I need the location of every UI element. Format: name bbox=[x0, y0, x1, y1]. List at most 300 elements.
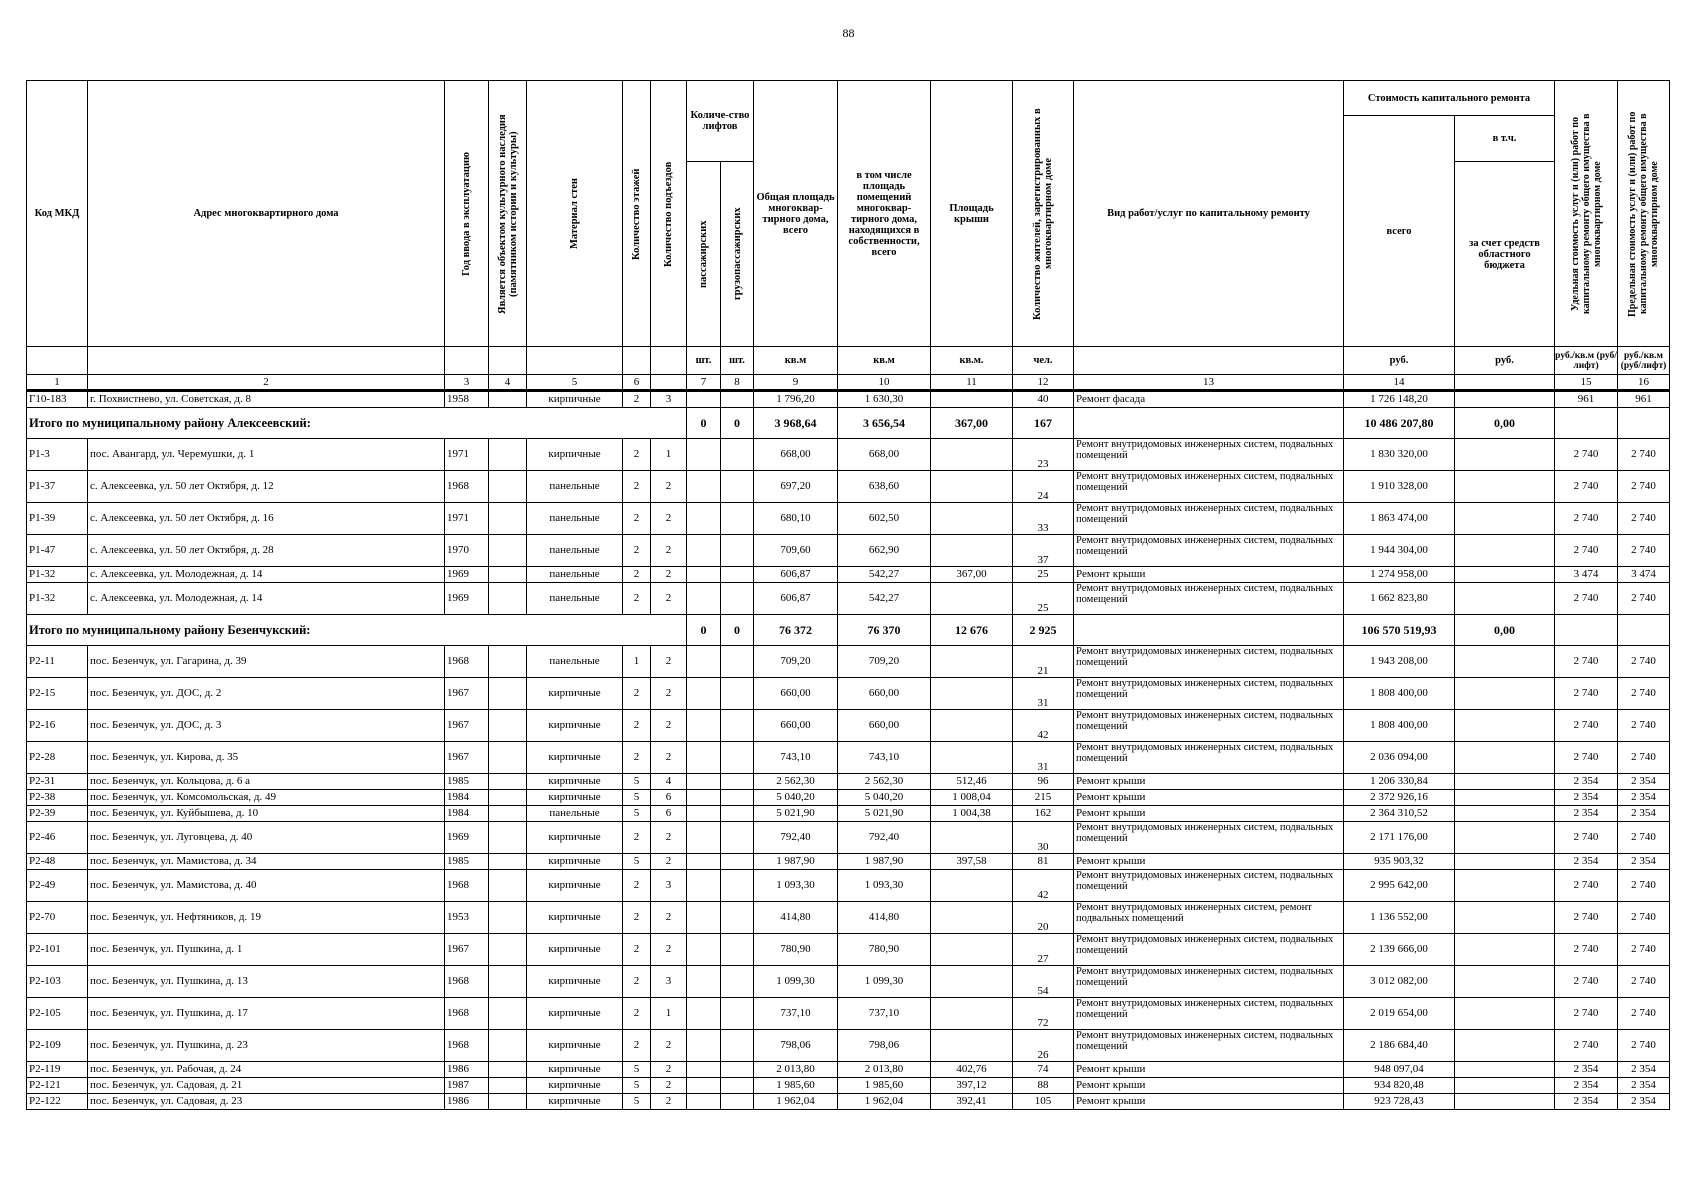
cell-total-area: 697,20 bbox=[754, 471, 838, 503]
cell-code: Р2-103 bbox=[27, 966, 88, 998]
table-row bbox=[27, 535, 1670, 567]
cell-lifts-cargo bbox=[721, 902, 754, 934]
cell-roof-area bbox=[931, 678, 1013, 710]
header-year: Год ввода в эксплуатацию bbox=[445, 81, 489, 347]
cell-year: 1986 bbox=[445, 1062, 489, 1078]
cell-regional bbox=[1455, 854, 1555, 870]
cell-unit-cost: 2 740 bbox=[1555, 934, 1618, 966]
cell-entrances: 2 bbox=[651, 742, 687, 774]
column-number: 9 bbox=[754, 375, 838, 391]
cell-floors: 5 bbox=[623, 1078, 651, 1094]
cell-material: кирпичные bbox=[527, 391, 623, 408]
cell-heritage bbox=[489, 710, 527, 742]
cell-work-type: Ремонт внутридомовых инженерных систем, подвальных помещений bbox=[1074, 1030, 1344, 1062]
cell-material: кирпичные bbox=[527, 790, 623, 806]
header-material: Материал стен bbox=[527, 81, 623, 347]
cell-work-type: Ремонт крыши bbox=[1074, 854, 1344, 870]
cell-address: пос. Безенчук, ул. Пушкина, д. 23 bbox=[88, 1030, 445, 1062]
unit-pcs: шт. bbox=[687, 347, 721, 375]
column-number bbox=[651, 375, 687, 391]
cell-unit-cost: 2 354 bbox=[1555, 790, 1618, 806]
cell-owned-area: 5 021,90 bbox=[838, 806, 931, 822]
cell-entrances: 2 bbox=[651, 567, 687, 583]
cell-address: пос. Безенчук, ул. Пушкина, д. 13 bbox=[88, 966, 445, 998]
cell-address: пос. Безенчук, ул. Кольцова, д. 6 а bbox=[88, 774, 445, 790]
cell-unit-cost: 2 740 bbox=[1555, 439, 1618, 471]
cell-lifts-pass bbox=[687, 822, 721, 854]
cell-floors: 2 bbox=[623, 870, 651, 902]
cell-lifts-cargo bbox=[721, 646, 754, 678]
cell-floors: 2 bbox=[623, 934, 651, 966]
cell-address: с. Алексеевка, ул. 50 лет Октября, д. 16 bbox=[88, 503, 445, 535]
cell-material: панельные bbox=[527, 535, 623, 567]
cell-address: г. Похвистнево, ул. Советская, д. 8 bbox=[88, 391, 445, 408]
cell-material: панельные bbox=[527, 471, 623, 503]
cell-material: панельные bbox=[527, 583, 623, 615]
cell-year: 1984 bbox=[445, 790, 489, 806]
table-row bbox=[27, 646, 1670, 678]
cell-heritage bbox=[489, 966, 527, 998]
cell-work-type: Ремонт внутридомовых инженерных систем, подвальных помещений bbox=[1074, 646, 1344, 678]
cell-roof-area: 392,41 bbox=[931, 1094, 1013, 1110]
cell-work-type: Ремонт крыши bbox=[1074, 1062, 1344, 1078]
cell-cost: 934 820,48 bbox=[1344, 1078, 1455, 1094]
cell-regional bbox=[1455, 870, 1555, 902]
cell-work-type: Ремонт внутридомовых инженерных систем, подвальных помещений bbox=[1074, 870, 1344, 902]
cell-entrances: 2 bbox=[651, 822, 687, 854]
cell-owned-area: 662,90 bbox=[838, 535, 931, 567]
subtotal-regional: 0,00 bbox=[1455, 615, 1555, 646]
cell-cost: 2 139 666,00 bbox=[1344, 934, 1455, 966]
cell-lifts-pass bbox=[687, 1030, 721, 1062]
cell-lifts-cargo bbox=[721, 439, 754, 471]
cell-code: Р2-31 bbox=[27, 774, 88, 790]
cell-owned-area: 660,00 bbox=[838, 710, 931, 742]
cell-regional bbox=[1455, 710, 1555, 742]
cell-unit-cost: 2 740 bbox=[1555, 678, 1618, 710]
cell-code: Р1-37 bbox=[27, 471, 88, 503]
cell-lifts-pass bbox=[687, 774, 721, 790]
cell-floors: 1 bbox=[623, 646, 651, 678]
subtotal-regional: 0,00 bbox=[1455, 408, 1555, 439]
cell-regional bbox=[1455, 966, 1555, 998]
cell-material: кирпичные bbox=[527, 678, 623, 710]
cell-residents: 162 bbox=[1013, 806, 1074, 822]
cell-residents: 74 bbox=[1013, 1062, 1074, 1078]
cell-material: кирпичные bbox=[527, 439, 623, 471]
capital-repair-table bbox=[26, 80, 1670, 1110]
cell-limit-cost: 2 740 bbox=[1618, 902, 1670, 934]
cell-owned-area: 542,27 bbox=[838, 583, 931, 615]
cell-owned-area: 1 630,30 bbox=[838, 391, 931, 408]
subtotal-total-area: 3 968,64 bbox=[754, 408, 838, 439]
cell-entrances: 3 bbox=[651, 870, 687, 902]
cell-limit-cost: 2 740 bbox=[1618, 439, 1670, 471]
cell-material: кирпичные bbox=[527, 1062, 623, 1078]
cell-lifts-cargo bbox=[721, 503, 754, 535]
cell-code: Р2-121 bbox=[27, 1078, 88, 1094]
column-number: 15 bbox=[1555, 375, 1618, 391]
cell-work-type: Ремонт крыши bbox=[1074, 1078, 1344, 1094]
cell-material: кирпичные bbox=[527, 1094, 623, 1110]
cell-roof-area bbox=[931, 391, 1013, 408]
table-cell bbox=[1555, 408, 1618, 439]
subtotal-row bbox=[27, 408, 1670, 439]
cell-entrances: 6 bbox=[651, 806, 687, 822]
header-residents: Количество жителей, зарегистрированных в многоквартирном доме bbox=[1013, 81, 1074, 347]
cell-lifts-pass bbox=[687, 646, 721, 678]
cell-regional bbox=[1455, 391, 1555, 408]
cell-floors: 2 bbox=[623, 503, 651, 535]
cell-entrances: 4 bbox=[651, 774, 687, 790]
cell-entrances: 2 bbox=[651, 1078, 687, 1094]
cell-total-area: 1 796,20 bbox=[754, 391, 838, 408]
cell-address: пос. Безенчук, ул. Мамистова, д. 34 bbox=[88, 854, 445, 870]
cell-lifts-cargo bbox=[721, 934, 754, 966]
cell-residents: 25 bbox=[1013, 567, 1074, 583]
cell-floors: 2 bbox=[623, 902, 651, 934]
cell-owned-area: 2 562,30 bbox=[838, 774, 931, 790]
table-cell bbox=[1618, 408, 1670, 439]
cell-heritage bbox=[489, 822, 527, 854]
cell-cost: 1 863 474,00 bbox=[1344, 503, 1455, 535]
cell-owned-area: 780,90 bbox=[838, 934, 931, 966]
cell-code: Р2-70 bbox=[27, 902, 88, 934]
cell-lifts-pass bbox=[687, 1094, 721, 1110]
cell-limit-cost: 2 740 bbox=[1618, 1030, 1670, 1062]
cell-lifts-pass bbox=[687, 902, 721, 934]
subtotal-lifts-cargo: 0 bbox=[721, 615, 754, 646]
cell-code: Р1-47 bbox=[27, 535, 88, 567]
cell-lifts-cargo bbox=[721, 678, 754, 710]
cell-material: кирпичные bbox=[527, 1030, 623, 1062]
column-number: 10 bbox=[838, 375, 931, 391]
cell-total-area: 5 040,20 bbox=[754, 790, 838, 806]
table-row bbox=[27, 1062, 1670, 1078]
cell-cost: 948 097,04 bbox=[1344, 1062, 1455, 1078]
cell-floors: 2 bbox=[623, 966, 651, 998]
cell-owned-area: 1 093,30 bbox=[838, 870, 931, 902]
cell-roof-area bbox=[931, 535, 1013, 567]
cell-lifts-cargo bbox=[721, 1062, 754, 1078]
cell-year: 1968 bbox=[445, 471, 489, 503]
header-incl: в т.ч. bbox=[1455, 116, 1555, 162]
table-row bbox=[27, 471, 1670, 503]
cell-code: Р1-32 bbox=[27, 583, 88, 615]
cell-year: 1968 bbox=[445, 1030, 489, 1062]
cell-entrances: 2 bbox=[651, 854, 687, 870]
cell-total-area: 5 021,90 bbox=[754, 806, 838, 822]
table-row bbox=[27, 1030, 1670, 1062]
cell-lifts-cargo bbox=[721, 790, 754, 806]
cell-residents: 42 bbox=[1013, 710, 1074, 742]
header-cost-regional: за счет средств областного бюджета bbox=[1455, 162, 1555, 347]
cell-year: 1968 bbox=[445, 998, 489, 1030]
cell-entrances: 3 bbox=[651, 391, 687, 408]
cell-regional bbox=[1455, 790, 1555, 806]
cell-cost: 1 910 328,00 bbox=[1344, 471, 1455, 503]
cell-roof-area: 367,00 bbox=[931, 567, 1013, 583]
cell-residents: 96 bbox=[1013, 774, 1074, 790]
cell-work-type: Ремонт крыши bbox=[1074, 1094, 1344, 1110]
cell-total-area: 660,00 bbox=[754, 678, 838, 710]
header-owned-area: в том числе площадь помещений многоквар-тирного дома, находящихся в собственности, всего bbox=[838, 81, 931, 347]
cell-cost: 2 364 310,52 bbox=[1344, 806, 1455, 822]
cell-roof-area bbox=[931, 646, 1013, 678]
subtotal-row bbox=[27, 615, 1670, 646]
cell-year: 1967 bbox=[445, 710, 489, 742]
cell-lifts-pass bbox=[687, 471, 721, 503]
header-code: Код МКД bbox=[27, 81, 88, 347]
column-number: 16 bbox=[1618, 375, 1670, 391]
cell-work-type: Ремонт крыши bbox=[1074, 806, 1344, 822]
cell-residents: 26 bbox=[1013, 1030, 1074, 1062]
cell-regional bbox=[1455, 678, 1555, 710]
cell-regional bbox=[1455, 439, 1555, 471]
cell-total-area: 709,20 bbox=[754, 646, 838, 678]
cell-work-type: Ремонт внутридомовых инженерных систем, подвальных помещений bbox=[1074, 678, 1344, 710]
cell-unit-cost: 2 354 bbox=[1555, 1094, 1618, 1110]
cell-cost: 2 171 176,00 bbox=[1344, 822, 1455, 854]
cell-work-type: Ремонт крыши bbox=[1074, 790, 1344, 806]
cell-owned-area: 1 099,30 bbox=[838, 966, 931, 998]
cell-heritage bbox=[489, 902, 527, 934]
column-number bbox=[1455, 375, 1555, 391]
cell-lifts-pass bbox=[687, 870, 721, 902]
cell-roof-area: 1 008,04 bbox=[931, 790, 1013, 806]
cell-roof-area: 397,58 bbox=[931, 854, 1013, 870]
cell-year: 1969 bbox=[445, 822, 489, 854]
cell-year: 1971 bbox=[445, 439, 489, 471]
cell-roof-area bbox=[931, 870, 1013, 902]
cell-unit-cost: 2 740 bbox=[1555, 998, 1618, 1030]
cell-regional bbox=[1455, 822, 1555, 854]
cell-limit-cost: 2 740 bbox=[1618, 998, 1670, 1030]
cell-unit-cost: 2 740 bbox=[1555, 503, 1618, 535]
cell-heritage bbox=[489, 774, 527, 790]
cell-floors: 2 bbox=[623, 567, 651, 583]
cell-owned-area: 660,00 bbox=[838, 678, 931, 710]
cell-entrances: 1 bbox=[651, 998, 687, 1030]
cell-limit-cost: 2 740 bbox=[1618, 471, 1670, 503]
table-row bbox=[27, 870, 1670, 902]
cell-entrances: 6 bbox=[651, 790, 687, 806]
header-limit-cost: Предельная стоимость услуг и (или) работ по капитальному ремонту общего имущества в многоквартирном доме bbox=[1618, 81, 1670, 347]
cell-unit-cost: 2 740 bbox=[1555, 966, 1618, 998]
cell-unit-cost: 2 740 bbox=[1555, 583, 1618, 615]
cell-owned-area: 792,40 bbox=[838, 822, 931, 854]
cell-owned-area: 542,27 bbox=[838, 567, 931, 583]
cell-regional bbox=[1455, 1078, 1555, 1094]
unit-people: чел. bbox=[1013, 347, 1074, 375]
cell-unit-cost: 3 474 bbox=[1555, 567, 1618, 583]
cell-entrances: 2 bbox=[651, 1094, 687, 1110]
cell-lifts-cargo bbox=[721, 535, 754, 567]
cell-heritage bbox=[489, 678, 527, 710]
cell-entrances: 2 bbox=[651, 583, 687, 615]
cell-code: Р2-109 bbox=[27, 1030, 88, 1062]
cell-cost: 1 830 320,00 bbox=[1344, 439, 1455, 471]
unit-rub-sqm: руб./кв.м (руб/лифт) bbox=[1618, 347, 1670, 375]
column-number: 1 bbox=[27, 375, 88, 391]
cell-unit-cost: 2 740 bbox=[1555, 902, 1618, 934]
header-work-type: Вид работ/услуг по капитальному ремонту bbox=[1074, 81, 1344, 347]
cell-address: пос. Безенчук, ул. ДОС, д. 3 bbox=[88, 710, 445, 742]
cell-work-type: Ремонт внутридомовых инженерных систем, подвальных помещений bbox=[1074, 822, 1344, 854]
table-row bbox=[27, 678, 1670, 710]
cell-residents: 72 bbox=[1013, 998, 1074, 1030]
subtotal-cost: 10 486 207,80 bbox=[1344, 408, 1455, 439]
subtotal-lifts-cargo: 0 bbox=[721, 408, 754, 439]
cell-total-area: 1 093,30 bbox=[754, 870, 838, 902]
cell-limit-cost: 2 354 bbox=[1618, 1078, 1670, 1094]
cell-year: 1953 bbox=[445, 902, 489, 934]
header-lifts-pass: пассажирских bbox=[687, 162, 721, 347]
cell-owned-area: 1 985,60 bbox=[838, 1078, 931, 1094]
cell-year: 1986 bbox=[445, 1094, 489, 1110]
cell-regional bbox=[1455, 806, 1555, 822]
cell-residents: 31 bbox=[1013, 678, 1074, 710]
cell-owned-area: 638,60 bbox=[838, 471, 931, 503]
cell-unit-cost: 2 740 bbox=[1555, 646, 1618, 678]
cell-residents: 31 bbox=[1013, 742, 1074, 774]
cell-year: 1969 bbox=[445, 583, 489, 615]
table-row bbox=[27, 774, 1670, 790]
cell-year: 1968 bbox=[445, 870, 489, 902]
cell-entrances: 2 bbox=[651, 646, 687, 678]
header-cost: Стоимость капитального ремонта bbox=[1344, 81, 1555, 116]
table-cell bbox=[1074, 408, 1344, 439]
table-cell bbox=[1074, 615, 1344, 646]
cell-limit-cost: 2 354 bbox=[1618, 790, 1670, 806]
cell-lifts-pass bbox=[687, 966, 721, 998]
cell-cost: 3 012 082,00 bbox=[1344, 966, 1455, 998]
cell-work-type: Ремонт внутридомовых инженерных систем, подвальных помещений bbox=[1074, 742, 1344, 774]
cell-unit-cost: 961 bbox=[1555, 391, 1618, 408]
cell-lifts-cargo bbox=[721, 1030, 754, 1062]
table-row bbox=[27, 710, 1670, 742]
cell-year: 1967 bbox=[445, 934, 489, 966]
cell-year: 1958 bbox=[445, 391, 489, 408]
cell-year: 1987 bbox=[445, 1078, 489, 1094]
cell-owned-area: 1 987,90 bbox=[838, 854, 931, 870]
cell-regional bbox=[1455, 471, 1555, 503]
cell-residents: 215 bbox=[1013, 790, 1074, 806]
cell-total-area: 798,06 bbox=[754, 1030, 838, 1062]
cell-floors: 5 bbox=[623, 806, 651, 822]
cell-floors: 2 bbox=[623, 822, 651, 854]
cell-lifts-cargo bbox=[721, 774, 754, 790]
cell-lifts-cargo bbox=[721, 471, 754, 503]
table-row bbox=[27, 854, 1670, 870]
cell-address: с. Алексеевка, ул. 50 лет Октября, д. 28 bbox=[88, 535, 445, 567]
cell-code: Р2-122 bbox=[27, 1094, 88, 1110]
header-total-area: Общая площадь многоквар-тирного дома, всего bbox=[754, 81, 838, 347]
cell-roof-area: 512,46 bbox=[931, 774, 1013, 790]
cell-floors: 5 bbox=[623, 854, 651, 870]
page-number: 88 bbox=[842, 26, 855, 40]
cell-residents: 23 bbox=[1013, 439, 1074, 471]
cell-limit-cost: 2 740 bbox=[1618, 822, 1670, 854]
table-row bbox=[27, 391, 1670, 408]
cell-work-type: Ремонт внутридомовых инженерных систем, подвальных помещений bbox=[1074, 998, 1344, 1030]
cell-work-type: Ремонт внутридомовых инженерных систем, подвальных помещений bbox=[1074, 439, 1344, 471]
cell-cost: 2 372 926,16 bbox=[1344, 790, 1455, 806]
cell-unit-cost: 2 740 bbox=[1555, 1030, 1618, 1062]
cell-entrances: 2 bbox=[651, 710, 687, 742]
cell-total-area: 414,80 bbox=[754, 902, 838, 934]
cell-regional bbox=[1455, 503, 1555, 535]
cell-material: кирпичные bbox=[527, 934, 623, 966]
cell-heritage bbox=[489, 998, 527, 1030]
cell-total-area: 606,87 bbox=[754, 567, 838, 583]
cell-unit-cost: 2 740 bbox=[1555, 742, 1618, 774]
cell-total-area: 780,90 bbox=[754, 934, 838, 966]
cell-total-area: 680,10 bbox=[754, 503, 838, 535]
cell-entrances: 2 bbox=[651, 503, 687, 535]
cell-heritage bbox=[489, 742, 527, 774]
cell-regional bbox=[1455, 583, 1555, 615]
cell-lifts-pass bbox=[687, 854, 721, 870]
cell-regional bbox=[1455, 774, 1555, 790]
cell-lifts-pass bbox=[687, 535, 721, 567]
table-row bbox=[27, 567, 1670, 583]
header-unit-cost: Удельная стоимость услуг и (или) работ по капитальному ремонту общего имущества в многоквартирном доме bbox=[1555, 81, 1618, 347]
cell-address: пос. Авангард, ул. Черемушки, д. 1 bbox=[88, 439, 445, 471]
cell-lifts-pass bbox=[687, 710, 721, 742]
cell-lifts-cargo bbox=[721, 998, 754, 1030]
cell-code: Р2-119 bbox=[27, 1062, 88, 1078]
unit-pcs: шт. bbox=[721, 347, 754, 375]
cell-lifts-pass bbox=[687, 391, 721, 408]
cell-regional bbox=[1455, 1030, 1555, 1062]
cell-total-area: 1 987,90 bbox=[754, 854, 838, 870]
cell-floors: 5 bbox=[623, 774, 651, 790]
cell-residents: 42 bbox=[1013, 870, 1074, 902]
cell-residents: 105 bbox=[1013, 1094, 1074, 1110]
table-row bbox=[27, 790, 1670, 806]
cell-heritage bbox=[489, 535, 527, 567]
cell-limit-cost: 2 740 bbox=[1618, 503, 1670, 535]
cell-address: пос. Безенчук, ул. Куйбышева, д. 10 bbox=[88, 806, 445, 822]
cell-floors: 2 bbox=[623, 742, 651, 774]
cell-code: Р2-101 bbox=[27, 934, 88, 966]
cell-floors: 2 bbox=[623, 1030, 651, 1062]
cell-year: 1969 bbox=[445, 567, 489, 583]
cell-work-type: Ремонт крыши bbox=[1074, 774, 1344, 790]
cell-unit-cost: 2 740 bbox=[1555, 710, 1618, 742]
header-address: Адрес многоквартирного дома bbox=[88, 81, 445, 347]
cell-regional bbox=[1455, 934, 1555, 966]
subtotal-roof-area: 367,00 bbox=[931, 408, 1013, 439]
cell-total-area: 743,10 bbox=[754, 742, 838, 774]
cell-address: пос. Безенчук, ул. Садовая, д. 21 bbox=[88, 1078, 445, 1094]
cell-total-area: 792,40 bbox=[754, 822, 838, 854]
table-row bbox=[27, 503, 1670, 535]
subtotal-owned-area: 76 370 bbox=[838, 615, 931, 646]
cell-roof-area bbox=[931, 742, 1013, 774]
cell-material: кирпичные bbox=[527, 966, 623, 998]
cell-year: 1968 bbox=[445, 646, 489, 678]
cell-lifts-pass bbox=[687, 503, 721, 535]
cell-entrances: 2 bbox=[651, 535, 687, 567]
cell-floors: 5 bbox=[623, 1094, 651, 1110]
cell-code: Р1-32 bbox=[27, 567, 88, 583]
cell-lifts-cargo bbox=[721, 1078, 754, 1094]
cell-limit-cost: 2 740 bbox=[1618, 646, 1670, 678]
cell-heritage bbox=[489, 471, 527, 503]
cell-limit-cost: 3 474 bbox=[1618, 567, 1670, 583]
